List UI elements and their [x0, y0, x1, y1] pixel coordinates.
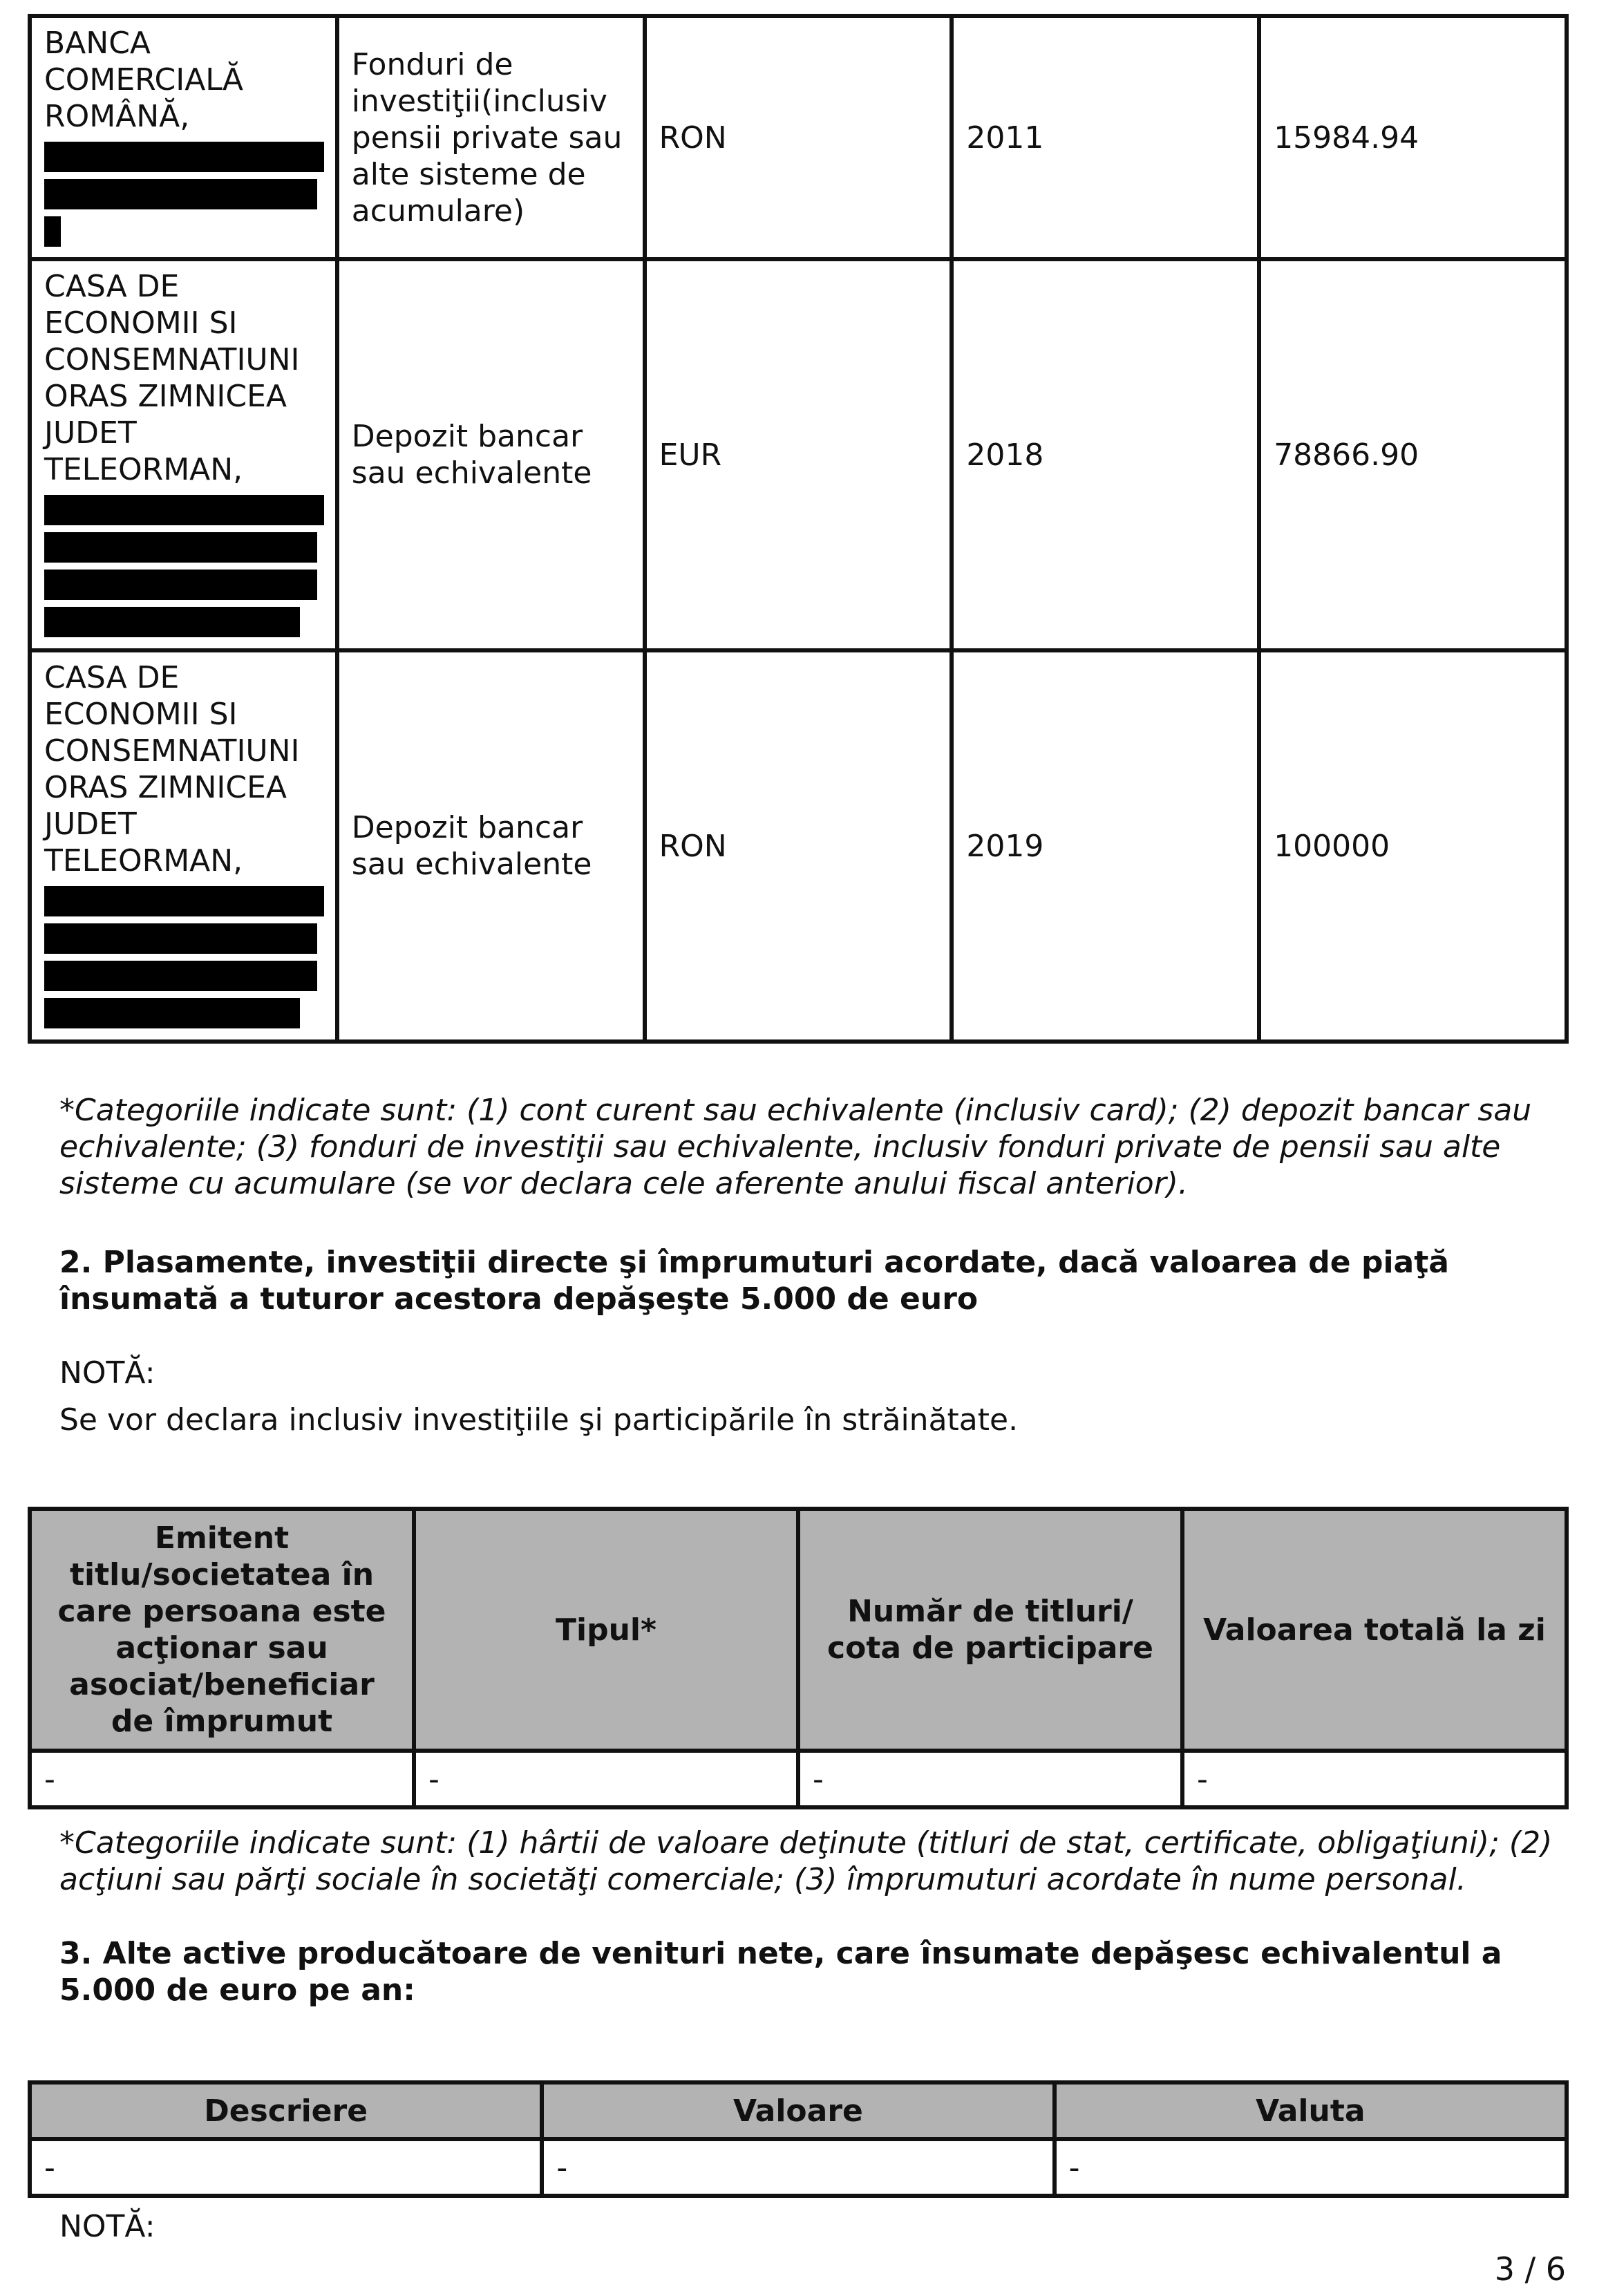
value-cell: 78866.90: [1259, 259, 1567, 650]
section-2-note-text: Se vor declara inclusiv investiţiile şi participările în străinătate.: [59, 1402, 1019, 1438]
table-header-row: [30, 1509, 1567, 1751]
column-header: Număr de titluri/ cota de participare: [798, 1509, 1182, 1751]
institution-cell: [30, 16, 337, 259]
currency-cell: RON: [645, 650, 952, 1042]
institution-name: BANCA COMERCIALĂ ROMÂNĂ,: [44, 26, 243, 134]
column-header: Valoarea totală la zi: [1182, 1509, 1567, 1751]
column-header: Descriere: [30, 2082, 542, 2139]
table-cell: -: [30, 1751, 414, 1807]
table-row: [30, 650, 1567, 1042]
table-row: [30, 259, 1567, 650]
assets-table: [28, 2080, 1569, 2198]
redaction-block: [44, 532, 317, 563]
category-cell: Fonduri de investiţii(inclusiv pensii private sau alte sisteme de acumulare): [337, 16, 645, 259]
table-cell: -: [798, 1751, 1182, 1807]
table-cell: -: [542, 2139, 1054, 2196]
redaction-block: [44, 607, 300, 637]
page-number: 3 / 6: [1494, 2250, 1566, 2288]
institution-cell: [30, 259, 337, 650]
investments-table: [28, 1507, 1569, 1809]
value-cell: 15984.94: [1259, 16, 1567, 259]
table-cell: -: [1182, 1751, 1567, 1807]
table-row: [30, 16, 1567, 259]
redaction-block: [44, 570, 317, 600]
table-cell: -: [30, 2139, 542, 2196]
section-2-heading: 2. Plasamente, investiţii directe şi împrumuturi acordate, dacă valoarea de piaţă însumată a tuturor acestora depăşeşte 5.000 de euro: [59, 1245, 1449, 1317]
categories-footnote: *Categoriile indicate sunt: (1) cont curent sau echivalente (inclusiv card); (2) depozit bancar sau echivalente; (3) fonduri de investiţii sau echivalente, inclusiv fonduri private de pensii sau alte sisteme cu acumulare (se vor declara cele aferente anului fiscal anterior).: [59, 1093, 1532, 1201]
table-cell: -: [1055, 2139, 1567, 2196]
redaction-block: [44, 495, 324, 525]
table-row: [30, 1751, 1567, 1807]
year-cell: 2011: [952, 16, 1259, 259]
institution-name: CASA DE ECONOMII SI CONSEMNATIUNI ORAS ZIMNICEA JUDET TELEORMAN,: [44, 269, 300, 487]
section-2-footnote: *Categoriile indicate sunt: (1) hârtii de valoare deţinute (titluri de stat, certificate, obligaţiuni); (2) acţiuni sau părţi sociale în societăţi comerciale; (3) împrumuturi acordate în nume personal.: [59, 1825, 1553, 1897]
redaction-block: [44, 961, 317, 991]
accounts-table: [28, 14, 1569, 1044]
column-header: Emitent titlu/societatea în care persoana este acţionar sau asociat/beneficiar de împrumut: [30, 1509, 414, 1751]
redaction-block: [44, 998, 300, 1028]
table-header-row: [30, 2082, 1567, 2139]
section-3-note-label: NOTĂ:: [59, 2209, 155, 2244]
year-cell: 2019: [952, 650, 1259, 1042]
section-2-note-label: NOTĂ:: [59, 1355, 155, 1391]
column-header: Valuta: [1055, 2082, 1567, 2139]
currency-cell: RON: [645, 16, 952, 259]
redaction-block: [44, 923, 317, 954]
category-cell: Depozit bancar sau echivalente: [337, 259, 645, 650]
redaction-block: [44, 142, 324, 172]
year-cell: 2018: [952, 259, 1259, 650]
institution-cell: [30, 650, 337, 1042]
currency-cell: EUR: [645, 259, 952, 650]
column-header: Valoare: [542, 2082, 1054, 2139]
table-cell: -: [414, 1751, 798, 1807]
table-row: [30, 2139, 1567, 2196]
section-3-heading: 3. Alte active producătoare de venituri nete, care însumate depăşesc echivalentul a 5.000 de euro pe an:: [59, 1936, 1502, 2008]
institution-name: CASA DE ECONOMII SI CONSEMNATIUNI ORAS ZIMNICEA JUDET TELEORMAN,: [44, 660, 300, 878]
category-cell: Depozit bancar sau echivalente: [337, 650, 645, 1042]
redaction-block: [44, 216, 61, 247]
column-header: Tipul*: [414, 1509, 798, 1751]
redaction-block: [44, 886, 324, 916]
redaction-block: [44, 179, 317, 209]
value-cell: 100000: [1259, 650, 1567, 1042]
